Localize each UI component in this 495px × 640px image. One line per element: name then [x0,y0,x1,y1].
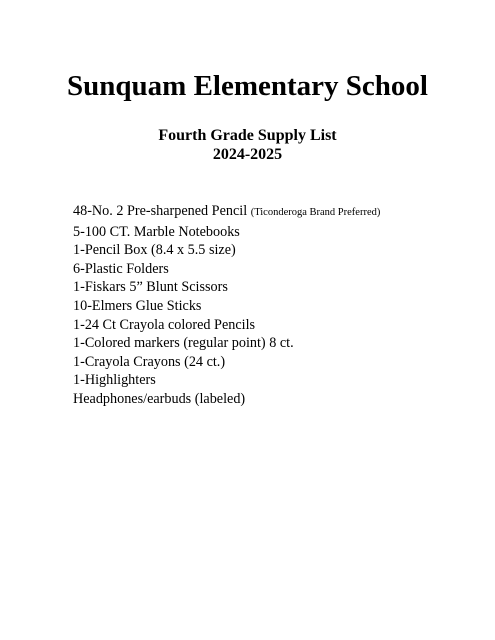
supply-item [73,371,380,390]
supply-item [73,260,380,279]
school-name-heading: Sunquam Elementary School [67,70,428,102]
supply-item-text: Headphones/earbuds (labeled) [73,390,246,407]
supply-item-text: 1-Fiskars 5” Blunt Scissors [73,279,228,296]
school-year: 2024-2025 [212,146,283,163]
supply-item [73,241,380,260]
supply-item [73,278,380,297]
supply-item-text: 1-Crayola Crayons (24 ct.) [73,353,226,370]
supply-list-title: Fourth Grade Supply List [158,127,337,144]
supply-item [73,297,380,316]
supply-item [73,334,380,353]
supply-item [73,223,380,242]
supply-item [73,316,380,335]
supply-item-text: 5-100 CT. Marble Notebooks [73,223,240,240]
supply-list [73,202,380,409]
supply-item-note: (Ticonderoga Brand Preferred) [250,207,381,218]
supply-item-text: 1-24 Ct Crayola colored Pencils [73,316,256,333]
supply-item-text: 1-Highlighters [73,372,156,389]
supply-item-text: 48-No. 2 Pre-sharpened Pencil [73,203,248,219]
supply-item [73,390,380,409]
supply-item-text: 1-Pencil Box (8.4 x 5.5 size) [73,242,236,259]
supply-item-text: 1-Colored markers (regular point) 8 ct. [73,335,294,352]
supply-item-text: 6-Plastic Folders [73,260,169,277]
supply-item [73,353,380,372]
supply-item-text: 10-Elmers Glue Sticks [73,297,202,314]
supply-item [73,202,380,223]
